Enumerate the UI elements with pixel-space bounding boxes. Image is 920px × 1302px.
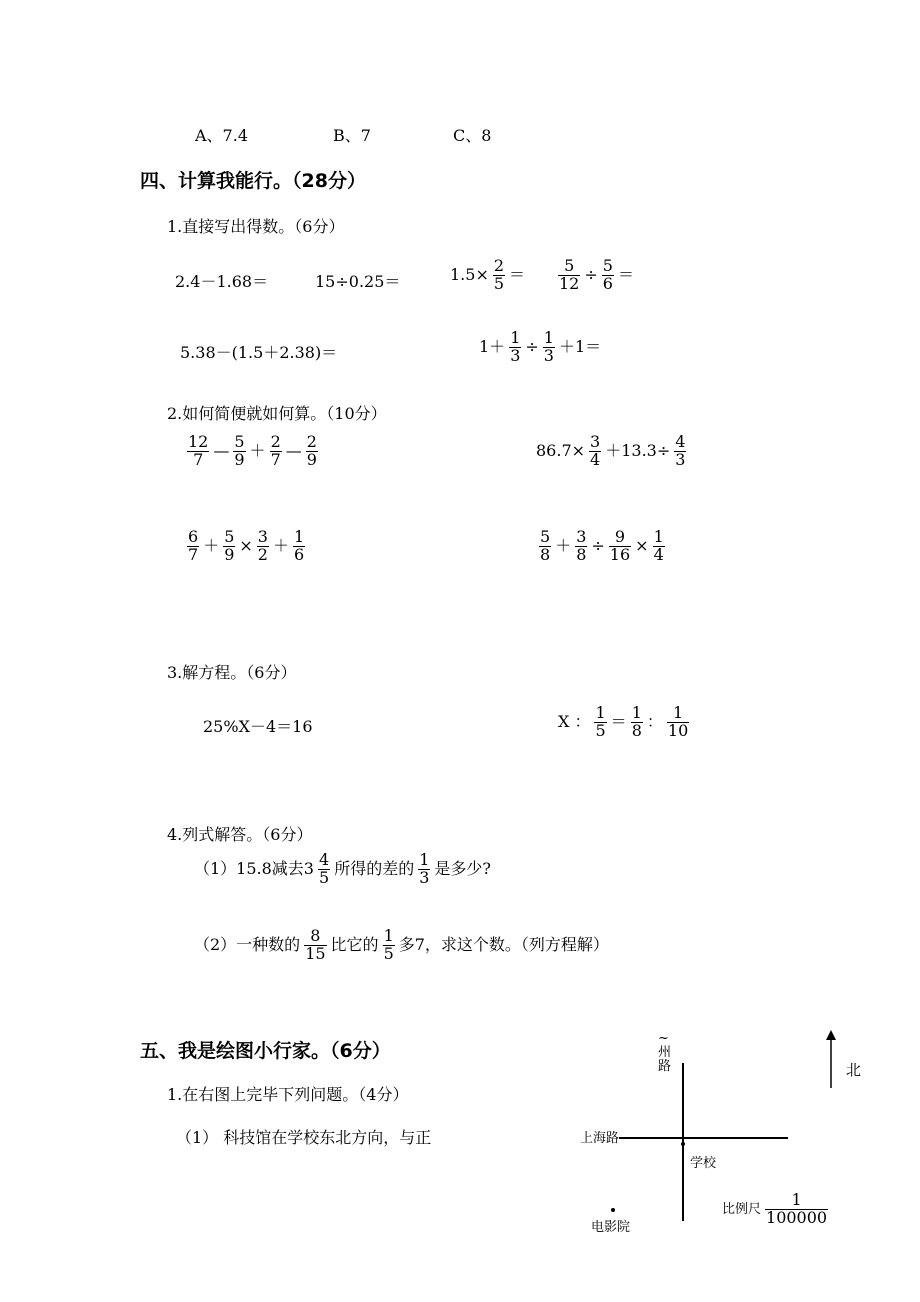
fraction — [602, 258, 614, 293]
q1-expr-2: 15÷0.25＝ — [315, 272, 401, 291]
denominator: 8 — [631, 720, 642, 740]
school-dot — [681, 1142, 685, 1146]
q4-problem-1 — [192, 852, 493, 887]
q1-expr-4 — [556, 258, 636, 293]
numerator: 1 — [383, 926, 394, 945]
numerator: 1 — [765, 1192, 828, 1210]
numerator: 2 — [493, 256, 505, 275]
numerator: 2 — [270, 432, 281, 451]
fraction — [493, 258, 505, 293]
denominator: 6 — [602, 273, 613, 293]
cinema-dot — [611, 1208, 615, 1212]
road-label-horizontal: 上海路 — [580, 1127, 619, 1146]
denominator: 7 — [270, 449, 281, 469]
numerator: 1 — [595, 703, 606, 722]
expr-text: ＝ — [617, 265, 634, 285]
expr-text: 86.7× — [536, 441, 586, 461]
q1-expr-3 — [448, 258, 527, 293]
option-c: C、8 — [453, 126, 492, 145]
north-label: 北 — [846, 1061, 862, 1079]
expr-text: X ： — [558, 712, 591, 732]
numerator: 3 — [257, 527, 268, 546]
expr-text: 1＋ — [479, 337, 506, 357]
numerator: 4 — [319, 850, 330, 869]
expr-text: ＋1＝ — [558, 337, 602, 357]
expr-text: 所得的差的 — [334, 859, 415, 879]
numerator: 5 — [234, 432, 245, 451]
denominator: 8 — [540, 544, 551, 564]
road-label-vertical: ~ 州 路 — [658, 1031, 672, 1074]
numerator: 1 — [294, 527, 305, 546]
operator: ＝ — [610, 712, 627, 732]
q3-title: 3.解方程。（6分） — [167, 663, 297, 682]
q1-expr-6 — [477, 330, 603, 365]
denominator: 5 — [493, 273, 505, 293]
section5-title: 五、我是绘图小行家。（6分） — [140, 1040, 391, 1062]
fraction — [543, 330, 555, 365]
denominator: 7 — [193, 449, 204, 469]
q2-expr-3 — [185, 529, 307, 564]
numerator: 5 — [224, 527, 235, 546]
expr-text: 比它的 — [330, 935, 379, 955]
q3-expr-2 — [556, 705, 691, 740]
q4-problem-2 — [192, 928, 611, 963]
q2-title: 2.如何简便就如何算。（10分） — [167, 404, 387, 423]
denominator: 15 — [305, 943, 326, 963]
q1-expr-1: 2.4－1.68＝ — [175, 272, 269, 291]
expr-text: 1.5× — [450, 265, 489, 285]
q1-expr-5: 5.38－(1.5＋2.38)＝ — [180, 343, 338, 362]
denominator: 9 — [224, 544, 235, 564]
denominator: 9 — [306, 449, 317, 469]
school-label: 学校 — [690, 1156, 717, 1171]
q1-title: 1.直接写出得数。（6分） — [167, 217, 345, 236]
operator: ＋ — [555, 536, 572, 556]
denominator: 5 — [383, 943, 394, 963]
expr-text: 是多少? — [434, 859, 491, 879]
numerator: 3 — [590, 432, 601, 451]
s5-q1-title: 1.在右图上完毕下列问题。（4分） — [167, 1085, 409, 1104]
numerator: 8 — [304, 928, 326, 946]
option-b: B、7 — [333, 126, 371, 145]
q4-title: 4.列式解答。（6分） — [167, 825, 313, 844]
denominator: 3 — [675, 449, 686, 469]
numerator: 5 — [558, 258, 580, 276]
denominator: 100000 — [766, 1207, 828, 1227]
denominator: 16 — [609, 544, 631, 564]
expr-text: ＝ — [509, 265, 526, 285]
denominator: 12 — [559, 273, 580, 293]
option-a: A、7.4 — [195, 126, 249, 145]
numerator: 9 — [609, 529, 631, 547]
denominator: 2 — [257, 544, 268, 564]
numerator: 4 — [675, 432, 686, 451]
numerator: 1 — [667, 705, 689, 723]
operator: × — [239, 536, 253, 556]
operator: — — [285, 441, 302, 461]
numerator: 5 — [540, 527, 551, 546]
denominator: 6 — [294, 544, 305, 564]
operator: ÷ — [584, 265, 598, 285]
denominator: 9 — [234, 449, 245, 469]
fraction — [509, 330, 521, 365]
denominator: 3 — [419, 867, 430, 887]
north-arrow-icon — [824, 1030, 838, 1088]
operator: ＋ — [272, 536, 289, 556]
operator: ÷ — [591, 536, 605, 556]
numerator: 1 — [419, 850, 430, 869]
denominator: 7 — [188, 544, 199, 564]
section4-title: 四、计算我能行。（28分） — [140, 170, 366, 192]
numerator: 2 — [306, 432, 317, 451]
denominator: 5 — [595, 720, 606, 740]
scale-bar — [720, 1192, 830, 1227]
expr-text: 多7，求这个数。（列方程解） — [398, 935, 609, 955]
numerator: 5 — [602, 256, 613, 275]
denominator: 5 — [319, 867, 330, 887]
numerator: 1 — [510, 328, 521, 347]
operator: ： — [646, 712, 663, 732]
expr-text: （2）一种数的 — [194, 935, 301, 955]
expr-text: （1）15.8减去3 — [194, 859, 314, 879]
numerator: 3 — [576, 527, 587, 546]
q2-expr-4 — [537, 529, 667, 564]
denominator: 3 — [543, 345, 554, 365]
scale-label: 比例尺 — [722, 1201, 762, 1217]
denominator: 10 — [667, 720, 689, 740]
denominator: 4 — [653, 544, 664, 564]
numerator: 1 — [543, 328, 554, 347]
numerator: 12 — [188, 432, 209, 451]
q3-expr-1: 25%X－4＝16 — [203, 717, 313, 736]
s5-q1-part1: （1） 科技馆在学校东北方向，与正 — [176, 1128, 432, 1147]
operator: ＋ — [203, 536, 220, 556]
numerator: 1 — [631, 703, 642, 722]
operator: ÷ — [525, 337, 539, 357]
denominator: 3 — [510, 345, 521, 365]
cinema-label: 电影院 — [591, 1220, 631, 1235]
operator: — — [213, 441, 230, 461]
q2-expr-2 — [534, 434, 688, 469]
denominator: 8 — [576, 544, 587, 564]
numerator: 6 — [188, 527, 199, 546]
expr-text: ＋13.3÷ — [605, 441, 671, 461]
q2-expr-1 — [185, 434, 320, 469]
denominator: 4 — [590, 449, 601, 469]
operator: × — [635, 536, 649, 556]
numerator: 1 — [653, 527, 664, 546]
operator: ＋ — [249, 441, 266, 461]
fraction — [558, 258, 580, 293]
